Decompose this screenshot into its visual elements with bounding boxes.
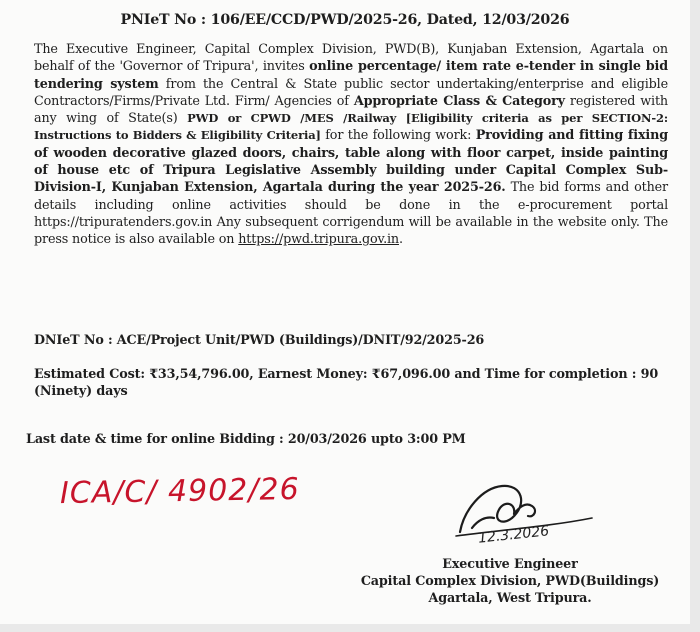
signatory-block	[350, 556, 670, 607]
body-text-1: The Executive Engineer, Capital Complex Division, PWD(B), Kunjaban Extension, Agartala on behalf of the 'Governor of Tripura', invites	[34, 42, 668, 75]
signature-date: 12.3.2026	[477, 523, 550, 547]
signatory-division: Capital Complex Division, PWD(Buildings)	[360, 574, 660, 589]
last-bidding-date: Last date & time for online Bidding : 20/03/2026 upto 3:00 PM	[26, 432, 466, 447]
estimated-cost: Estimated Cost: ₹33,54,796.00, Earnest Money: ₹67,096.00 and Time for completion : 90 (Ninety) days	[34, 367, 659, 399]
body-text-3: registered with any wing of State(s)	[34, 93, 668, 127]
body-text-2: from the Central & State public sector undertaking/enterprise and eligible Contractors/Firms/Private Ltd. Firm/ Agencies of	[34, 76, 669, 109]
handwritten-reference: ICA/C/ 4902/26	[59, 471, 300, 512]
notice-body	[34, 41, 668, 249]
signatory-title: Executive Engineer	[442, 557, 578, 572]
work-description: Providing and fitting fixing of wooden decorative glazed doors, chairs, table along with floor carpet, inside painting of house etc of Tripura Legislative Assembly building under Capital Complex Sub-Division-I, Kunjaban Extension, Agartala during the year 2025-26.	[34, 128, 668, 196]
body-end: .	[398, 232, 403, 248]
signatory-location: Agartala, West Tripura.	[428, 591, 592, 606]
class-category: Appropriate Class & Category	[353, 93, 565, 109]
notice-heading: PNIeT No : 106/EE/CCD/PWD/2025-26, Dated, 12/03/2026	[120, 12, 570, 28]
signature-icon	[442, 470, 602, 560]
dniet-number: DNIeT No : ACE/Project Unit/PWD (Buildings)/DNIT/92/2025-26	[34, 333, 485, 348]
body-text-5: The bid forms and other details including online activities should be done in the e-procurement portal https://tripuratenders.gov.in Any subsequent corrigendum will be available in the website only. The press notice is also available on	[34, 180, 669, 248]
eligibility-criteria: PWD or CPWD /MES /Railway [Eligibility criteria as per SECTION-2: Instructions to Bidders & Eligibility Criteria]	[34, 111, 668, 143]
pwd-website-link[interactable]: https://pwd.tripura.gov.in	[238, 232, 399, 248]
tender-type: online percentage/ item rate e-tender in single bid tendering system	[34, 59, 668, 92]
body-text-4: for the following work:	[320, 128, 476, 144]
